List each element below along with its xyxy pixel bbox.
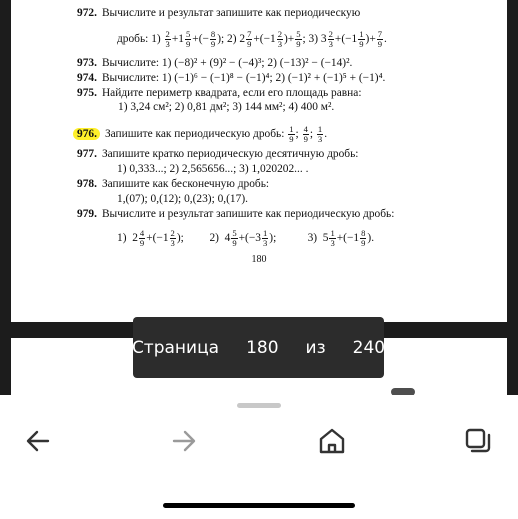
forward-button[interactable] bbox=[166, 423, 202, 459]
page-indicator-current: 180 bbox=[246, 337, 279, 358]
problem-978: 978. Запишите как бесконечную дробь: bbox=[77, 178, 270, 190]
browser-toolbar bbox=[0, 395, 518, 519]
problem-975-items: 1) 3,24 см²; 2) 0,81 дм²; 3) 144 мм²; 4) 400 м². bbox=[118, 101, 335, 113]
page-indicator-of: из bbox=[305, 337, 326, 358]
problem-972: 972. Вычислите и результат запишите как периодическую bbox=[77, 7, 361, 19]
next-page-content bbox=[391, 388, 415, 395]
document-page bbox=[11, 0, 507, 322]
problem-973: 973. Вычислите: 1) (−8)² + (9)² − (−4)³; 2) (−13)² − (−14)². bbox=[77, 57, 353, 69]
tabs-button[interactable] bbox=[460, 423, 496, 459]
problem-975: 975. Найдите периметр квадрата, если его площадь равна: bbox=[77, 87, 362, 99]
problem-979: 979. Вычислите и результат запишите как периодическую дробь: bbox=[77, 208, 395, 220]
page-indicator-total: 240 bbox=[352, 337, 386, 358]
problem-978-items: 1,(07); 0,(12); 0,(23); 0,(17). bbox=[117, 193, 248, 205]
home-indicator[interactable] bbox=[163, 503, 355, 508]
highlighted-problem-number: 976. bbox=[73, 128, 100, 140]
sheet-drag-handle[interactable] bbox=[237, 403, 281, 408]
problem-977: 977. Запишите кратко периодическую десятичную дробь: bbox=[77, 148, 359, 160]
back-arrow-icon bbox=[24, 427, 52, 455]
home-icon bbox=[317, 426, 347, 456]
problem-971-cut bbox=[77, 0, 367, 2]
forward-arrow-icon bbox=[170, 427, 198, 455]
problem-979-expressions: 1) 2 $\frac{4}{9}$ +(−1 $\frac{2}{3}$ ); 2) 4 $\frac{5}{9}$ +(−3 $\frac{1}{3}$ ); 3) 5 $\frac{1}{3}$ +(−1 $\frac{8}{9}$ ). bbox=[117, 228, 375, 248]
back-button[interactable] bbox=[20, 423, 56, 459]
page-indicator bbox=[133, 317, 384, 378]
problem-976: 976. Запишите как периодическую дробь: $\frac{1}{9}$ ; $\frac{4}{9}$ ; $\frac{1}{3}$ . bbox=[77, 125, 327, 144]
problem-972-expressions: дробь: 1) $\frac{2}{3}$ +1 $\frac{5}{9}$ +(− $\frac{8}{9}$ ); 2) 2 $\frac{7}{9}$ +(−1 $\frac{2}{3}$ )+ $\frac{5}{9}$ ; 3) 3 $\frac{2}{3}$ +(−1 $\frac{1}{9}$ )+ $\frac{7}{9}$ . bbox=[117, 29, 387, 49]
page-indicator-label: Страница bbox=[131, 337, 220, 358]
problem-974: 974. Вычислите: 1) (−1)⁶ − (−1)⁸ − (−1)⁴; 2) (−1)² + (−1)⁵ + (−1)⁴. bbox=[77, 72, 386, 84]
tabs-icon bbox=[463, 426, 493, 456]
problem-977-items: 1) 0,333...; 2) 2,565656...; 3) 1,020202... . bbox=[117, 163, 309, 175]
home-button[interactable] bbox=[314, 423, 350, 459]
page-number: 180 bbox=[251, 254, 267, 265]
